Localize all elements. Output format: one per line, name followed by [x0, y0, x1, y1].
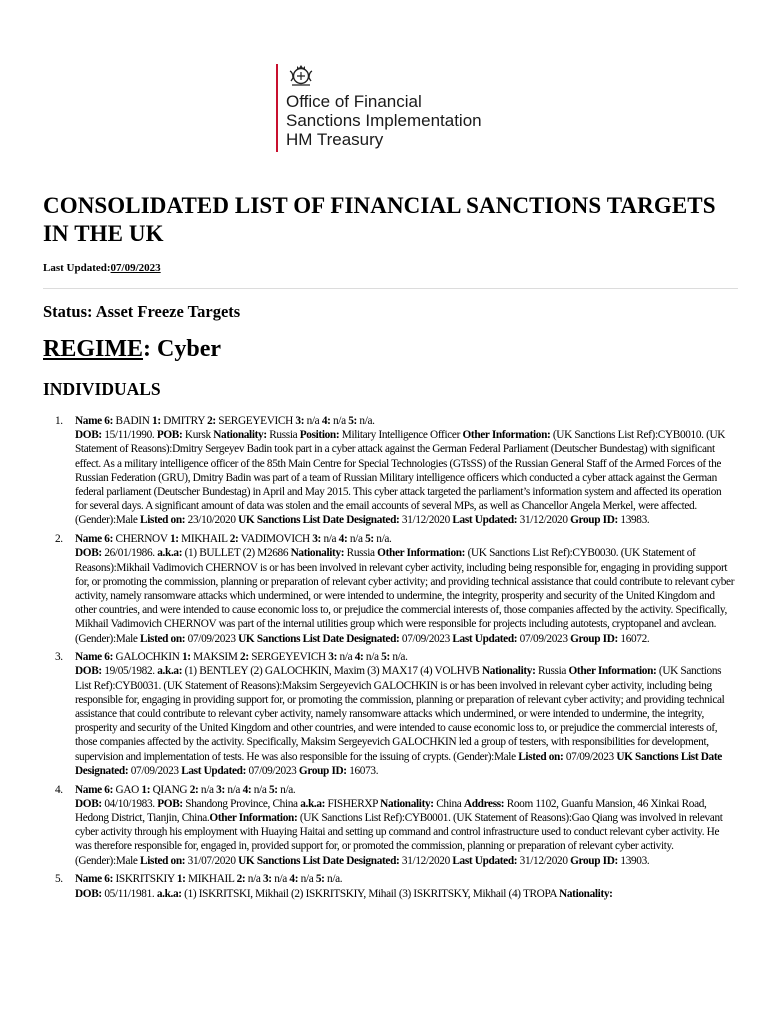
field-label: 1: — [152, 415, 161, 427]
field-label: Last Updated: — [181, 764, 246, 777]
field-value: 31/12/2020 — [517, 854, 571, 867]
field-label: Group ID: — [570, 854, 618, 867]
field-label: Group ID: — [570, 514, 618, 527]
field-value: 07/09/2023 — [128, 764, 182, 777]
field-label: a.k.a: — [157, 665, 183, 678]
field-value: Military Intelligence Officer — [339, 429, 463, 442]
field-value: (UK Sanctions List Ref):CYB0030. (UK Statement of Reasons):Mikhail Vadimovich CHERNOV is or has been involved in relevant cyber activity, including being responsible for, engaging in providing support for, or promoting the commission, planning or preparation of relevant cyber activity; and providing technical assistance that could contribute to relevant cyber activity, namely ransomware attacks which undermined, or were intended to undermine, the integrity, prosperity and security of the United Kingdom and other countries, and were intended to cause economic loss to, or prejudice the commercial interests of, those companies affected by the activity. Specifically, Mikhail Vadimovich CHERNOV was part of the internal utilities group which were responsible for projects including autotests, cryptopanel and avclean. (Gender):Male — [75, 547, 735, 645]
field-label: 2: — [189, 783, 199, 796]
page-title: CONSOLIDATED LIST OF FINANCIAL SANCTIONS TARGETS IN THE UK — [43, 193, 716, 246]
field-label: 5: — [315, 873, 325, 886]
field-value: GAO — [113, 783, 142, 796]
field-value: (1) BULLET (2) M2686 — [182, 547, 291, 560]
royal-coat-of-arms-icon — [288, 62, 314, 88]
field-label: Name 6: — [75, 533, 114, 546]
field-label: POB: — [156, 429, 183, 442]
field-value: n/a — [198, 783, 217, 796]
field-label: POB: — [157, 797, 183, 810]
field-value: FISHERXP — [325, 797, 381, 810]
field-label: Nationality: — [213, 429, 267, 442]
field-value: 19/05/1982. — [101, 665, 158, 678]
field-label: Listed on: — [140, 514, 186, 527]
field-value: 15/11/1990. — [101, 429, 157, 442]
field-value: n/a — [347, 533, 366, 546]
field-label: Nationality: — [481, 665, 536, 678]
field-label: Name 6: — [75, 415, 114, 427]
field-label: 3: — [328, 651, 338, 664]
regime-heading — [43, 336, 221, 363]
field-label: 4: — [321, 415, 331, 427]
field-label: a.k.a: — [156, 887, 182, 900]
field-value: 31/12/2020 — [399, 854, 453, 867]
field-label: DOB: — [75, 887, 102, 900]
field-value: 13983. — [617, 514, 650, 527]
field-value: (UK Sanctions List Ref):CYB0010. (UK Statement of Reasons):Dmitry Sergeyev Badin took part in a cyber attack against the German Federal Parliament (Deutscher Bundestag) with significant effect. As a military intelligence officer of the 85th Main Centre for Special Technologies (GTsSS) of the Russian General Staff of the Armed Forces of the Russian Federation (GRU), Dmitry Badin was part of a team of Russian Military intelligence officers which conducted a cyber attack against the German federal parliament (Deutscher Bundestag) in April and May 2015. This cyber attack targeted the parliament’s information system and affected its operation for several days. A significant amount of data was stolen and the email accounts of several MPs, as well as Chancellor Angela Merkel, were affected. (Gender):Male — [75, 429, 726, 527]
field-value: (UK Sanctions List Ref):CYB0001. (UK Statement of Reasons):Gao Qiang was involved in relevant cyber activity through his employment with Huaying Haitai and setting up command and control infrastructure used to conduct relevant cyber activity. He was therefore responsible for, engaged in, provided support for, or promoted the commission, planning or preparation of relevant cyber activity. (Gender):Male — [75, 811, 723, 867]
status-heading: Status: Asset Freeze Targets — [43, 302, 241, 321]
field-label: 5: — [381, 651, 390, 664]
section-heading-individuals: INDIVIDUALS — [43, 379, 161, 399]
field-label: 4: — [242, 783, 252, 796]
list-item — [55, 872, 735, 900]
field-value: n/a — [320, 533, 339, 546]
field-label: 3: — [312, 533, 321, 546]
field-value: n/a. — [373, 533, 392, 546]
field-label: 1: — [181, 651, 191, 664]
field-value: MAKSIM — [190, 651, 241, 664]
field-value: n/a. — [389, 651, 408, 664]
field-value: (1) ISKRITSKI, Mikhail (2) ISKRITSKIY, Mihail (3) ISKRITSKY, Mikhail (4) TROPA — [181, 887, 560, 900]
field-label: Last Updated: — [452, 632, 518, 645]
field-label: 1: — [169, 533, 179, 546]
field-label: DOB: — [75, 429, 102, 442]
field-value: n/a — [224, 783, 243, 796]
field-value: VADIMOVICH — [238, 533, 313, 546]
field-label: Nationality: — [290, 547, 345, 560]
field-label: 4: — [289, 873, 299, 886]
list-item — [55, 532, 735, 646]
logo-wordmark — [286, 92, 516, 149]
field-label: a.k.a: — [157, 547, 183, 560]
divider — [43, 288, 738, 289]
field-value: ISKRITSKIY — [113, 873, 177, 886]
logo-line-3: HM Treasury — [286, 130, 384, 149]
field-value: 31/12/2020 — [399, 514, 453, 527]
field-label: Name 6: — [75, 873, 114, 886]
field-label: Nationality: — [380, 797, 434, 810]
field-label: 2: — [240, 651, 249, 664]
field-value: 13903. — [617, 854, 650, 867]
field-label: UK Sanctions List Date Designated: — [238, 514, 400, 527]
field-label: Listed on: — [140, 632, 186, 645]
field-label: Last Updated: — [452, 514, 518, 527]
field-label: Group ID: — [298, 764, 347, 777]
field-label: a.k.a: — [300, 797, 326, 810]
field-value: n/a. — [324, 873, 343, 886]
field-value: CHERNOV — [113, 533, 170, 546]
field-value: 04/10/1983. — [101, 797, 158, 810]
field-value: n/a — [298, 873, 316, 886]
field-value: DMITRY — [160, 415, 208, 427]
field-label: DOB: — [75, 665, 102, 678]
field-value: 07/09/2023 — [563, 750, 617, 763]
field-value: 26/01/1986. — [101, 547, 158, 560]
field-value: Shandong Province, China — [182, 797, 301, 810]
list-item — [55, 783, 735, 868]
field-value: GALOCHKIN — [113, 651, 182, 664]
field-label: Other Information: — [568, 665, 657, 678]
field-value: n/a. — [356, 415, 375, 427]
field-value: (1) BENTLEY (2) GALOCHKIN, Maxim (3) MAX17 (4) VOLHVB — [182, 665, 482, 678]
last-updated-date: 07/09/2023 — [110, 262, 161, 274]
field-value: Kursk — [182, 429, 214, 442]
field-label: 5: — [268, 783, 278, 796]
field-value: 31/07/2020 — [185, 854, 239, 867]
field-value: 23/10/2020 — [185, 514, 239, 527]
field-value: 16073. — [346, 764, 379, 777]
field-label: Nationality: — [559, 887, 613, 900]
list-item — [55, 650, 735, 778]
field-value: Russia — [266, 429, 300, 442]
field-label: 2: — [207, 415, 216, 427]
field-label: 3: — [263, 873, 272, 886]
list-item-number: 2. — [55, 533, 63, 546]
field-label: Other Information: — [209, 811, 298, 824]
field-label: DOB: — [75, 797, 102, 810]
field-label: 1: — [176, 873, 186, 886]
field-label: DOB: — [75, 547, 102, 560]
field-label: Listed on: — [518, 750, 564, 763]
field-value: MIKHAIL — [185, 873, 237, 886]
field-label: Other Information: — [462, 429, 551, 442]
field-value: Russia — [535, 665, 569, 678]
field-value: n/a — [245, 873, 263, 886]
last-updated — [43, 262, 161, 274]
field-label: Listed on: — [140, 854, 186, 867]
field-label: Position: — [299, 429, 340, 442]
field-label: 5: — [348, 415, 357, 427]
regime-value: : Cyber — [143, 336, 221, 362]
field-label: 4: — [354, 651, 364, 664]
field-label: Name 6: — [75, 651, 114, 664]
field-label: Group ID: — [570, 632, 618, 645]
field-value: n/a — [304, 415, 322, 427]
list-item-number: 3. — [55, 651, 63, 664]
field-value: QIANG — [150, 783, 190, 796]
field-label: Other Information: — [377, 547, 466, 560]
field-value: n/a — [363, 651, 382, 664]
field-value: 07/09/2023 — [399, 632, 453, 645]
field-label: 2: — [236, 873, 246, 886]
field-value: n/a — [337, 651, 355, 664]
field-label: Name 6: — [75, 783, 114, 796]
field-label: 5: — [365, 533, 374, 546]
field-value: 31/12/2020 — [517, 514, 571, 527]
field-value: 05/11/1981. — [101, 887, 157, 900]
list-item-number: 4. — [55, 783, 63, 796]
list-item-number: 1. — [55, 415, 63, 427]
field-value: n/a. — [277, 783, 296, 796]
field-value: (UK Sanctions List Ref):CYB0031. (UK Statement of Reasons):Maksim Sergeyevich GALOCHKIN is or has been involved in relevant cyber activity, including being responsible for, engaging in providing support for, or promoting the commission, planning or preparation of relevant cyber activity; and providing technical assistance that could contribute to relevant cyber activity, namely ransomware attacks which undermined, or were intended to undermine, the integrity, prosperity and security of the United Kingdom and other countries, and were intended to cause economic loss to, or prejudice the commercial interests of, those companies affected by the activity. Specifically, Maksim Sergeyevich GALOCHKIN led a group of testers, with responsibilities for development, supervision and implementation of tests. He was also responsible for the issuing of crypts. (Gender):Male — [75, 665, 725, 763]
logo-line-1: Office of Financial — [286, 92, 422, 111]
field-label: Address: — [463, 797, 505, 810]
field-label: 1: — [141, 783, 151, 796]
field-label: UK Sanctions List Date Designated: — [75, 750, 722, 777]
field-value: Room 1102, Guanfu Mansion, 46 Xinkai Road, Hedong District, Tianjin, China. — [75, 797, 707, 824]
field-value: 07/09/2023 — [246, 764, 299, 777]
field-value: Russia — [344, 547, 378, 560]
field-value: n/a — [251, 783, 269, 796]
field-label: UK Sanctions List Date Designated: — [238, 632, 400, 645]
field-label: Last Updated: — [452, 854, 518, 867]
list-item — [55, 414, 735, 528]
field-value: 07/09/2023 — [517, 632, 571, 645]
field-label: 4: — [338, 533, 348, 546]
field-value: 07/09/2023 — [185, 632, 239, 645]
logo-line-2: Sanctions Implementation — [286, 111, 482, 130]
regime-label: REGIME — [43, 336, 144, 362]
field-value: MIKHAIL — [178, 533, 230, 546]
field-value: SERGEYEVICH — [215, 415, 296, 427]
field-value: n/a — [271, 873, 290, 886]
field-label: 3: — [295, 415, 305, 427]
field-value: n/a — [330, 415, 349, 427]
field-value: BADIN — [113, 415, 153, 427]
field-value: 16072. — [617, 632, 650, 645]
sanctions-entry-list — [55, 414, 735, 905]
field-label: UK Sanctions List Date Designated: — [238, 854, 400, 867]
field-label: 3: — [216, 783, 225, 796]
logo-accent-bar — [276, 64, 278, 152]
field-value: China — [433, 797, 464, 810]
last-updated-label: Last Updated: — [43, 262, 111, 274]
field-label: 2: — [229, 533, 239, 546]
field-value: SERGEYEVICH — [248, 651, 329, 664]
list-item-number: 5. — [55, 873, 63, 886]
